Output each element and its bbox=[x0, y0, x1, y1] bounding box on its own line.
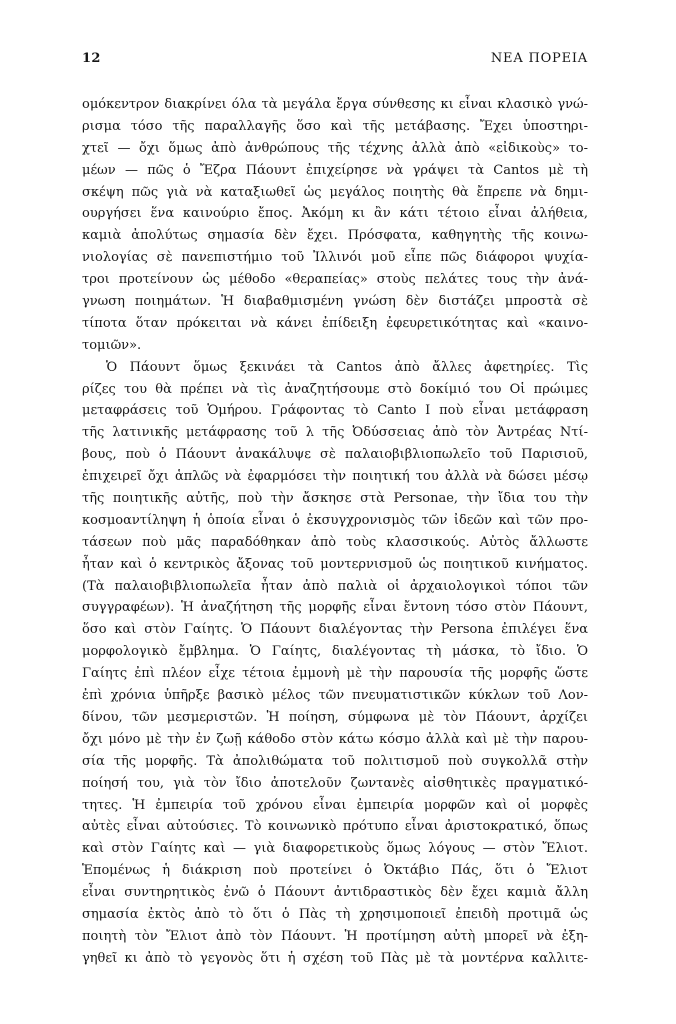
text-line: Γαίητς ἐπὶ πλέον εἶχε τέτοια ἐμμονὴ μὲ τὴν παρουσία τῆς μορφῆς ὥστε bbox=[82, 666, 588, 682]
text-line: ἐπὶ χρόνια ὑπῆρξε βασικὸ μέλος τῶν πνευματιστικῶν κύκλων τοῦ Λον- bbox=[82, 688, 588, 704]
text-line: ἦταν καὶ ὁ κεντρικὸς ἄξονας τοῦ μοντερνισμοῦ ὡς ποιητικοῦ κινήματος. bbox=[82, 556, 588, 572]
running-title: ΝΕΑ ΠΟΡΕΙΑ bbox=[490, 51, 588, 66]
text-line: ποίησή του, γιὰ τὸν ἴδιο ἀποτελοῦν ζωντανὲς αἰσθητικὲς πραγματικό- bbox=[82, 775, 588, 791]
text-line: τίποτα ὅταν πρόκειται νὰ κάνει ἐπίδειξη ἐφευρετικότητας καὶ «καινο- bbox=[82, 315, 588, 331]
text-line: ρισμα τόσο τῆς παραλλαγῆς ὅσο καὶ τῆς μετάβασης. Ἔχει ὑποστηρι- bbox=[82, 118, 588, 134]
text-line: βους, ποὺ ὁ Πάουντ ἀνακάλυψε σὲ παλαιοβιβλιοπωλεῖο τοῦ Παρισιοῦ, bbox=[82, 447, 588, 463]
text-line: ρίζες του θὰ πρέπει νὰ τὶς ἀναζητήσουμε στὸ δοκίμιό του Οἱ πρώιμες bbox=[82, 381, 588, 397]
text-line: μεταφράσεις τοῦ Ὁμήρου. Γράφοντας τὸ Canto I ποὺ εἶναι μετάφραση bbox=[82, 403, 588, 419]
text-line: ποιητὴ τὸν Ἔλιοτ ἀπὸ τὸν Πάουντ. Ἡ προτίμηση αὐτὴ μπορεῖ νὰ ἐξη- bbox=[82, 928, 588, 944]
text-line: χτεῖ — ὄχι ὅμως ἀπὸ ἀνθρώπους τῆς τέχνης ἀλλὰ ἀπὸ «εἰδικοὺς» το- bbox=[82, 140, 588, 156]
text-line: αὐτὲς εἶναι αὐτούσιες. Τὸ κοινωνικὸ πρότυπο εἶναι ἀριστοκρατικό, ὅπως bbox=[82, 819, 588, 835]
text-line: ομόκεντρον διακρίνει όλα τὰ μεγάλα ἔργα σύνθεσης κι εἶναι κλασικὸ γνώ- bbox=[82, 97, 588, 112]
text-line: εἶναι συντηρητικὸς ἐνῶ ὁ Πάουντ ἀντιδραστικὸς δὲν ἔχει καμιὰ ἄλλη bbox=[82, 885, 588, 901]
text-line: ἐπιχειρεῖ ὄχι ἁπλῶς νὰ ἐφαρμόσει τὴν ποιητική του ἀλλὰ νὰ δώσει μέσῳ bbox=[82, 469, 588, 485]
text-line: ὅσο καὶ στὸν Γαίητς. Ὁ Πάουντ διαλέγοντας τὴν Persona ἐπιλέγει ἕνα bbox=[82, 622, 588, 638]
text-line: σκέψη πῶς γιὰ νὰ καταξιωθεῖ ὡς μεγάλος ποιητὴς θὰ ἔπρεπε νὰ δημι- bbox=[82, 184, 588, 200]
text-line: νιολογίας σὲ πανεπιστήμιο τοῦ Ἰλλινόι μοῦ εἶπε πῶς διάφοροι ψυχία- bbox=[82, 250, 588, 266]
text-line: ὄχι μόνο μὲ τὴν ἐν ζωῇ κάθοδο στὸν κάτω κόσμο ἀλλὰ καὶ μὲ τὴν παρου- bbox=[82, 731, 588, 747]
text-line: (Τὰ παλαιοβιβλιοπωλεῖα ἦταν ἀπὸ παλιὰ οἱ ἀρχαιολογικοὶ τόποι τῶν bbox=[82, 578, 588, 594]
text-line: τητες. Ἡ ἐμπειρία τοῦ χρόνου εἶναι ἐμπειρία μορφῶν καὶ οἱ μορφὲς bbox=[82, 797, 588, 813]
text-line bbox=[82, 970, 588, 992]
text-line: καμιὰ ἀπολύτως σημασία δὲν ἔχει. Πρόσφατα, καθηγητὴς τῆς κοινω- bbox=[82, 228, 588, 244]
text-line: τάσεων ποὺ μᾶς παραδόθηκαν ἀπὸ τοὺς κλασσικούς. Αὐτὸς ἄλλωστε bbox=[82, 534, 588, 550]
text-line: μορφολογικὸ ἔμβλημα. Ὁ Γαίητς, διαλέγοντας τὴ μάσκα, τὸ ἴδιο. Ὁ bbox=[82, 644, 588, 660]
text-line: τομιῶν». bbox=[82, 337, 142, 353]
text-line: συγγραφέων). Ἡ ἀναζήτηση τῆς μορφῆς εἶναι ἔντονη τόσο στὸν Πάουντ, bbox=[82, 600, 588, 616]
text-line: σία τῆς μορφῆς. Τὰ ἀπολιθώματα τοῦ πολιτισμοῦ ποὺ συγκολλᾶ στὴν bbox=[82, 753, 588, 769]
text-line: σημασία ἐκτὸς ἀπὸ τὸ ὅτι ὁ Πὰς τὴ χρησιμοποιεῖ ἐπειδὴ προτιμᾶ ὡς bbox=[82, 906, 588, 922]
text-line: καὶ στὸν Γαίητς καὶ — γιὰ διαφορετικοὺς ὅμως λόγους — στὸν Ἔλιοτ. bbox=[82, 841, 588, 857]
text-line: μέων — πῶς ὁ Ἔζρα Πάουντ ἐπιχείρησε νὰ γράψει τὰ Cantos μὲ τὴ bbox=[82, 162, 588, 178]
text-line: τροι προτείνουν ὡς μέθοδο «θεραπείας» στοὺς πελάτες τους τὴν ἀνά- bbox=[82, 272, 588, 288]
text-line: κοσμοαντίληψη ἡ ὁποία εἶναι ὁ ἐκσυγχρονισμὸς τῶν ἰδεῶν καὶ τῶν προ- bbox=[82, 512, 588, 528]
text-line: τῆς λατινικῆς μετάφρασης τοῦ λ τῆς Ὀδύσσειας ἀπὸ τὸν Ἀντρέας Ντί- bbox=[82, 425, 588, 441]
page-number: 12 bbox=[82, 51, 101, 66]
text-line: Ὁ Πάουντ ὅμως ξεκινάει τὰ Cantos ἀπὸ ἄλλες ἀφετηρίες. Τὶς bbox=[106, 359, 588, 375]
text-line: γηθεῖ κι ἀπὸ τὸ γεγονὸς ὅτι ἡ σχέση τοῦ Πὰς μὲ τὰ μοντέρνα καλλιτε- bbox=[82, 950, 588, 966]
page-header bbox=[82, 51, 588, 71]
text-line: γνωση ποιημάτων. Ἡ διαβαθμισμένη γνώση δὲν διστάζει μπροστὰ σὲ bbox=[82, 294, 588, 310]
text-line: ουργήσει ἕνα καινούριο ἔπος. Ἀκόμη κι ἂν κάτι τέτοιο εἶναι ἀλήθεια, bbox=[82, 206, 588, 222]
text-line: τῆς ποιητικῆς αὐτῆς, ποὺ τὴν ἄσκησε στὰ Personae, τὴν ἴδια του τὴν bbox=[82, 491, 588, 507]
text-line: δίνου, τῶν μεσμεριστῶν. Ἡ ποίηση, σύμφωνα μὲ τὸν Πάουντ, ἀρχίζει bbox=[82, 709, 588, 725]
body-text bbox=[82, 94, 588, 992]
text-line: Ἑπομένως ἡ διάκριση ποὺ προτείνει ὁ Ὀκτάβιο Πάς, ὅτι ὁ Ἔλιοτ bbox=[82, 863, 588, 879]
